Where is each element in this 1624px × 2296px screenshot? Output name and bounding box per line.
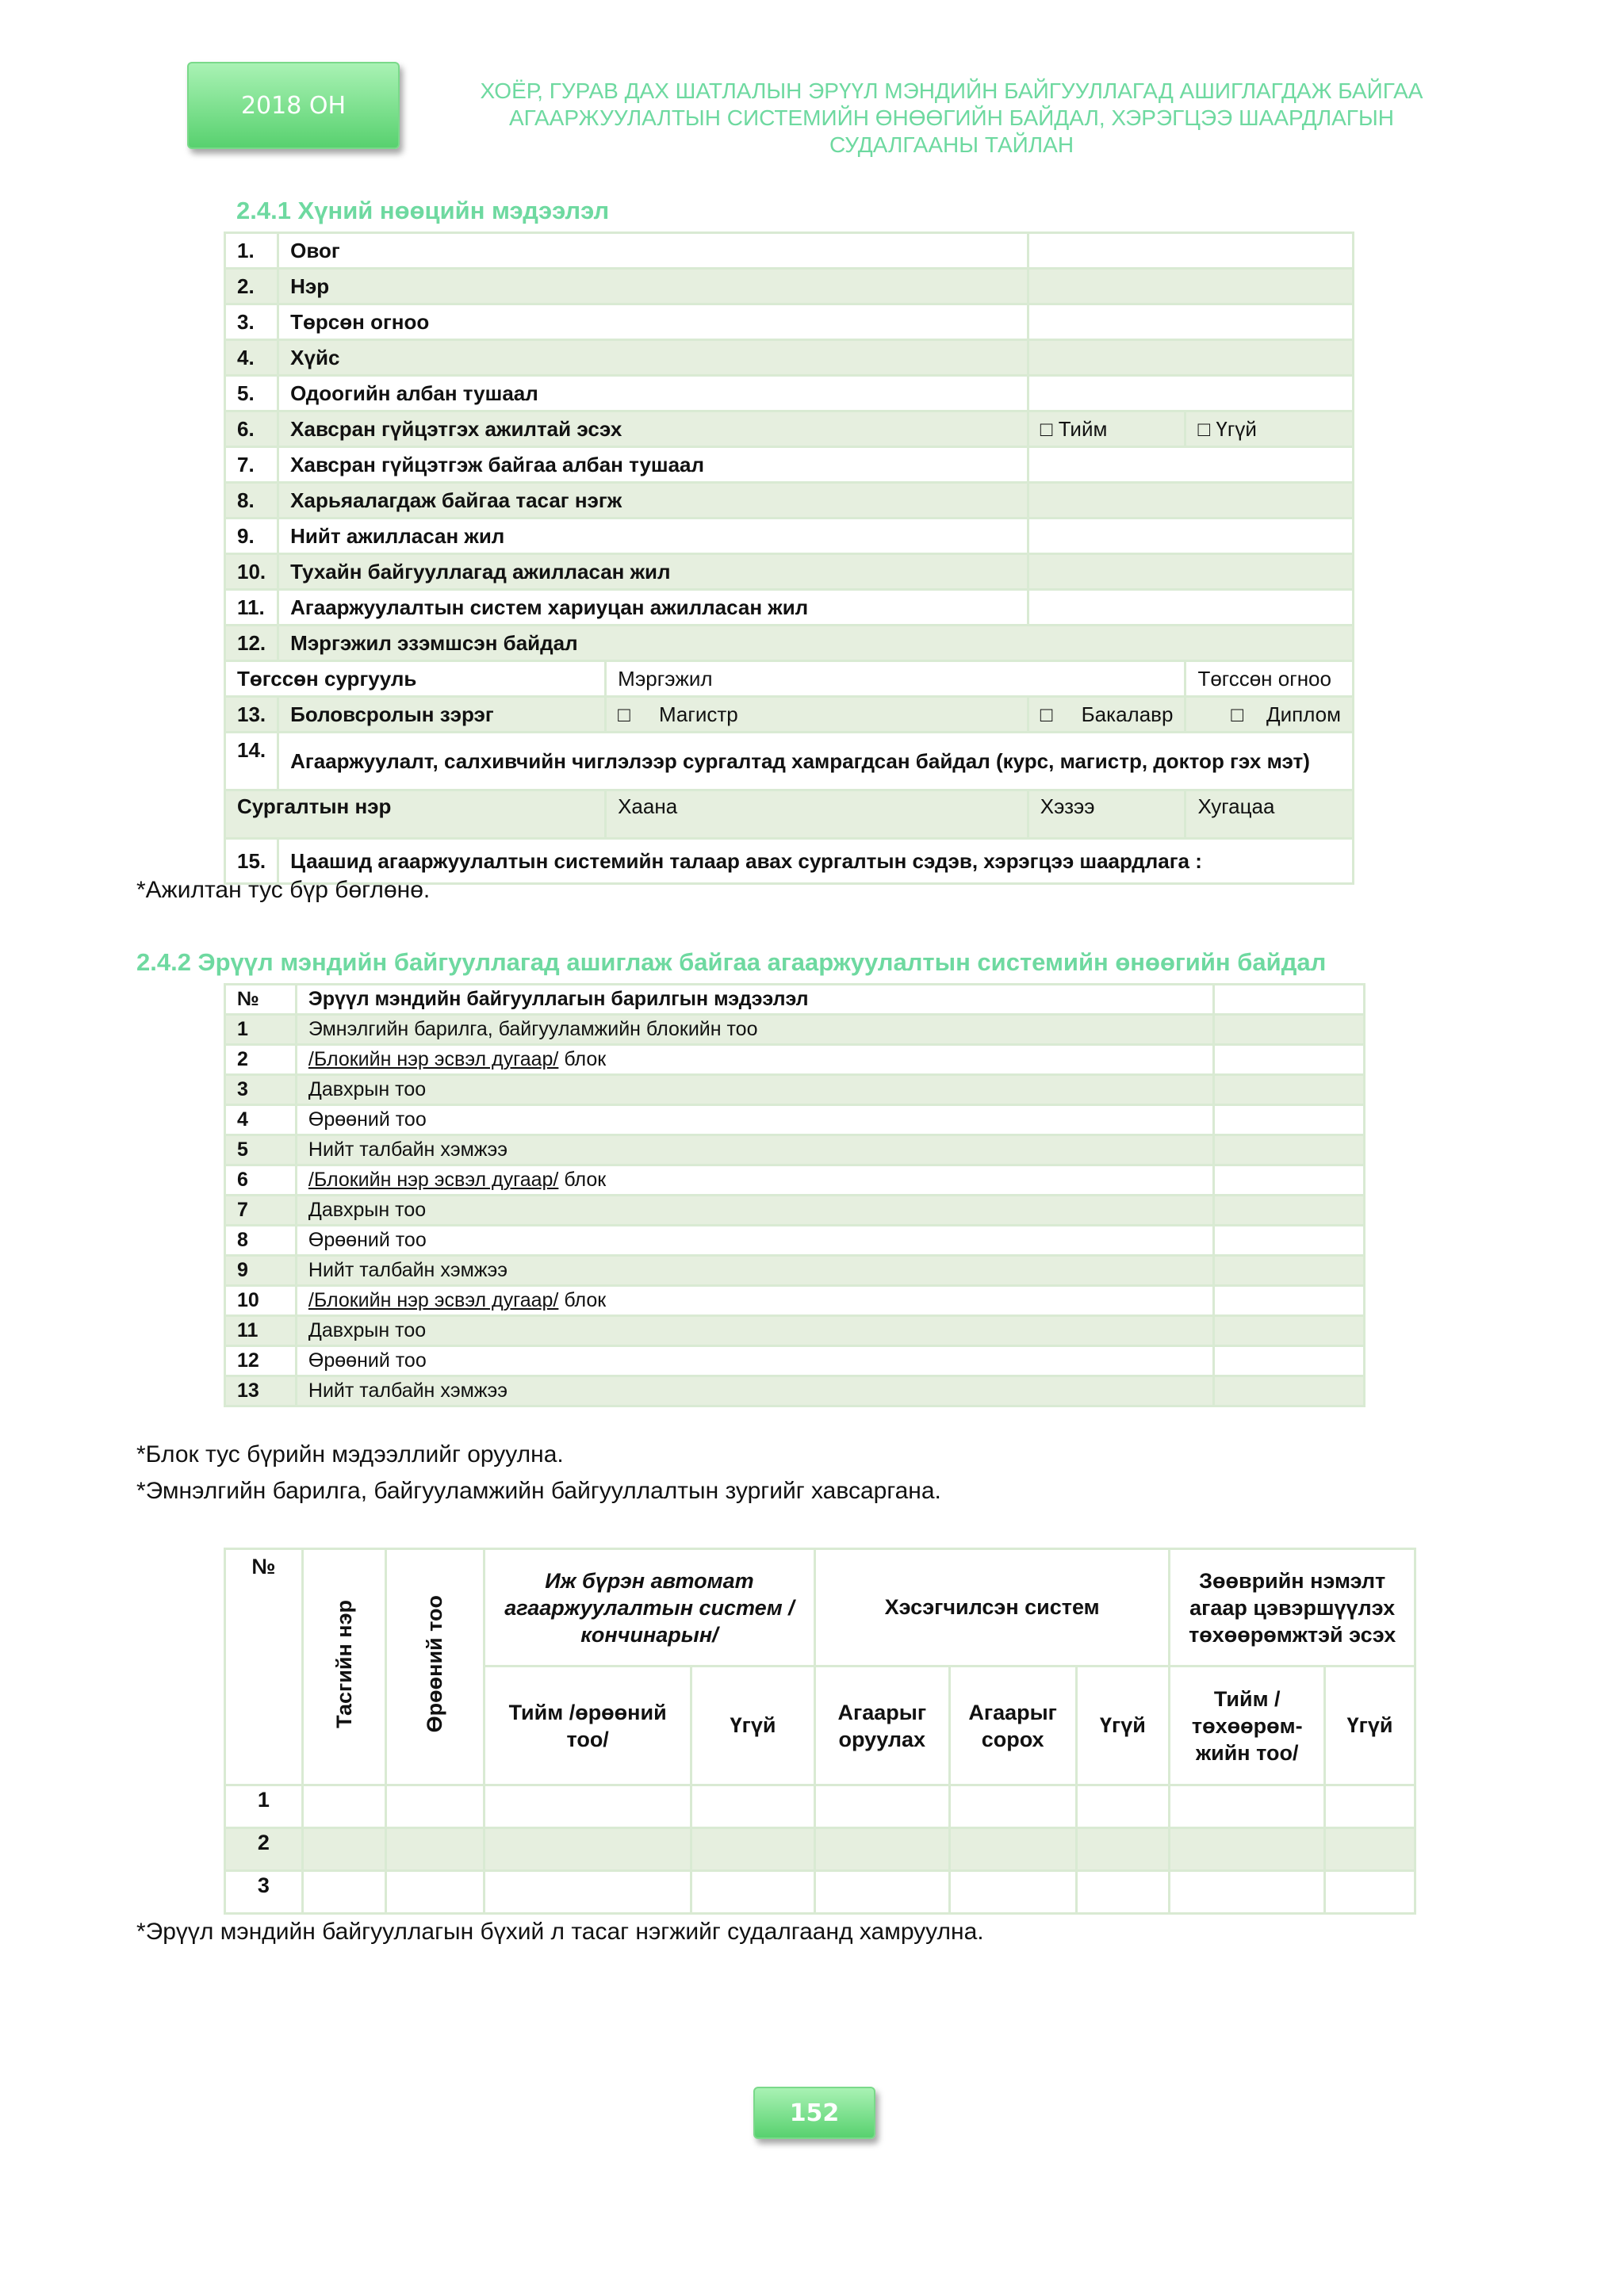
input-cell[interactable]	[691, 1871, 815, 1914]
block-suffix: блок	[558, 1169, 607, 1191]
row-label: Нэр	[278, 269, 1028, 304]
row-number: 8	[225, 1226, 297, 1256]
row-label: Давхрын тоо	[296, 1196, 1214, 1226]
report-title	[444, 78, 1459, 159]
table-row	[225, 1286, 1365, 1316]
input-cell[interactable]	[1214, 1286, 1365, 1316]
row-number: 12.	[225, 626, 278, 661]
table-row	[225, 1346, 1365, 1376]
input-cell[interactable]	[1170, 1828, 1325, 1871]
row-number: 9.	[225, 519, 278, 554]
row-number: 6.	[225, 411, 278, 447]
column-header-partial: Хэсэгчилсэн систем	[814, 1549, 1169, 1667]
training-when-label: Хэзээ	[1028, 790, 1185, 839]
input-cell[interactable]	[1214, 1256, 1365, 1286]
row-label	[296, 1045, 1214, 1075]
table-header-row	[225, 1549, 1415, 1667]
table-row	[225, 1785, 1415, 1828]
row-number: 7.	[225, 447, 278, 483]
input-cell[interactable]	[386, 1828, 485, 1871]
row-number: 3.	[225, 304, 278, 340]
input-cell[interactable]	[1214, 1075, 1365, 1105]
input-cell[interactable]	[302, 1785, 386, 1828]
table-row	[225, 1226, 1365, 1256]
column-header-portable: Зөөврийн нэмэлт агаар цэвэршүүлэх төхөөрөмжтэй эсэх	[1170, 1549, 1415, 1667]
table-row	[225, 519, 1354, 554]
table-row	[225, 1075, 1365, 1105]
table-row	[225, 1045, 1365, 1075]
input-cell[interactable]	[1028, 447, 1353, 483]
row-number: 2	[225, 1045, 297, 1075]
row-label: Нийт ажилласан жил	[278, 519, 1028, 554]
input-cell[interactable]	[691, 1828, 815, 1871]
input-cell[interactable]	[302, 1828, 386, 1871]
page-number-badge: 152	[753, 2087, 875, 2139]
input-cell[interactable]	[814, 1828, 949, 1871]
row-number: 11	[225, 1316, 297, 1346]
input-cell[interactable]	[484, 1871, 691, 1914]
subheader-supply: Агаарыг оруулах	[814, 1667, 949, 1785]
input-cell[interactable]	[1214, 1105, 1365, 1135]
column-header-number: №	[225, 1549, 303, 1785]
subheader-exhaust: Агаарыг сорох	[949, 1667, 1076, 1785]
row-number: 5	[225, 1135, 297, 1165]
row-number: 15.	[225, 839, 278, 884]
row-number: 2.	[225, 269, 278, 304]
input-cell[interactable]	[1028, 590, 1353, 626]
human-resources-table	[224, 232, 1354, 885]
row-label	[296, 1286, 1214, 1316]
table-row	[225, 1135, 1365, 1165]
input-cell[interactable]	[814, 1785, 949, 1828]
row-label: Нийт талбайн хэмжээ	[296, 1135, 1214, 1165]
input-cell[interactable]	[1214, 1015, 1365, 1045]
table-row	[225, 1165, 1365, 1196]
table-row	[225, 269, 1354, 304]
input-cell[interactable]	[1325, 1828, 1415, 1871]
profession-label: Мэргэжил	[606, 661, 1185, 697]
column-header-department	[302, 1549, 386, 1785]
row-number: 2	[225, 1828, 303, 1871]
input-cell[interactable]	[1325, 1871, 1415, 1914]
input-cell[interactable]	[949, 1828, 1076, 1871]
training-name-label: Сургалтын нэр	[225, 790, 606, 839]
table-row	[225, 1376, 1365, 1406]
table-row	[225, 340, 1354, 376]
graduated-school-label: Төгссөн сургууль	[225, 661, 606, 697]
input-cell[interactable]	[949, 1785, 1076, 1828]
section-heading-2-4-2: 2.4.2 Эрүүл мэндийн байгууллагад ашиглаж байгаа агааржуулалтын системийн өнөөгийн байдал	[136, 948, 1327, 976]
input-cell[interactable]	[1028, 269, 1353, 304]
note-text: *Эмнэлгийн барилга, байгууламжийн байгууллалтын зургийг хавсаргана.	[136, 1478, 941, 1504]
block-suffix: блок	[558, 1289, 607, 1311]
input-cell[interactable]	[1028, 519, 1353, 554]
note-text: *Блок тус бүрийн мэдээллийг оруулна.	[136, 1441, 564, 1468]
table-row	[225, 661, 1354, 697]
block-name-placeholder: /Блокийн нэр эсвэл дугаар/	[308, 1048, 559, 1070]
input-cell[interactable]	[1170, 1871, 1325, 1914]
department-header-text: Тасгийн нэр	[331, 1600, 356, 1728]
row-label: Өрөөний тоо	[296, 1105, 1214, 1135]
input-cell[interactable]	[1028, 340, 1353, 376]
input-cell[interactable]	[1214, 985, 1365, 1015]
input-cell[interactable]	[1214, 1316, 1365, 1346]
input-cell[interactable]	[1214, 1226, 1365, 1256]
row-label: Өрөөний тоо	[296, 1346, 1214, 1376]
input-cell[interactable]	[1214, 1196, 1365, 1226]
block-suffix: блок	[558, 1048, 607, 1070]
report-title-line-2: АГААРЖУУЛАЛТЫН СИСТЕМИЙН ӨНӨӨГИЙН БАЙДАЛ, ХЭРЭГЦЭЭ ШААРДЛАГЫН	[509, 105, 1394, 130]
row-number: 3	[225, 1871, 303, 1914]
training-duration-label: Хугацаа	[1185, 790, 1354, 839]
checkbox-icon[interactable]: □	[1231, 702, 1244, 726]
row-label: Харьяалагдаж байгаа тасаг нэгж	[278, 483, 1028, 519]
checkbox-label: Бакалавр	[1081, 702, 1174, 726]
table-row	[225, 1871, 1415, 1914]
note-text: *Эрүүл мэндийн байгууллагын бүхий л тасаг нэгжийг судалгаанд хамруулна.	[136, 1919, 984, 1945]
row-label: Нийт талбайн хэмжээ	[296, 1256, 1214, 1286]
row-number: 4	[225, 1105, 297, 1135]
report-title-line-1: ХОЁР, ГУРАВ ДАХ ШАТЛАЛЫН ЭРҮҮЛ МЭНДИЙН БАЙГУУЛЛАГАД АШИГЛАГДАЖ БАЙГАА	[480, 78, 1423, 103]
input-cell[interactable]	[386, 1785, 485, 1828]
row-number: 12	[225, 1346, 297, 1376]
input-cell[interactable]	[1076, 1828, 1170, 1871]
checkbox-no[interactable]: □ Үгүй	[1185, 411, 1354, 447]
row-label: Хавсран гүйцэтгэх ажилтай эсэх	[278, 411, 1028, 447]
ventilation-system-table	[224, 1548, 1416, 1915]
table-row	[225, 411, 1354, 447]
row-label: Агааржуулалт, салхивчийн чиглэлээр сургалтад хамрагдсан байдал (курс, магистр, доктор гэх мэт)	[278, 733, 1354, 790]
input-cell[interactable]	[1214, 1135, 1365, 1165]
note-text: *Ажилтан тус бүр бөглөнө.	[136, 877, 431, 903]
table-row	[225, 1316, 1365, 1346]
table-row	[225, 1196, 1365, 1226]
row-label: Өрөөний тоо	[296, 1226, 1214, 1256]
input-cell[interactable]	[1028, 304, 1353, 340]
table-row	[225, 376, 1354, 411]
checkbox-icon[interactable]: □	[618, 702, 630, 726]
input-cell[interactable]	[386, 1871, 485, 1914]
input-cell[interactable]	[814, 1871, 949, 1914]
section-heading-2-4-1: 2.4.1 Хүний нөөцийн мэдээлэл	[236, 197, 610, 224]
subheader-no: Үгүй	[691, 1667, 815, 1785]
input-cell[interactable]	[949, 1871, 1076, 1914]
row-number: 14.	[225, 733, 278, 790]
row-number: 3	[225, 1075, 297, 1105]
checkbox-label: Магистр	[658, 702, 738, 726]
row-number: 10.	[225, 554, 278, 590]
checkbox-bachelor[interactable]	[1028, 697, 1185, 733]
table-row	[225, 447, 1354, 483]
input-cell[interactable]	[1170, 1785, 1325, 1828]
table-row	[225, 554, 1354, 590]
input-cell[interactable]	[484, 1785, 691, 1828]
building-info-table	[224, 983, 1365, 1407]
row-number: 1	[225, 1785, 303, 1828]
subheader-no: Үгүй	[1325, 1667, 1415, 1785]
row-number: 13.	[225, 697, 278, 733]
input-cell[interactable]	[1214, 1346, 1365, 1376]
row-label: Төрсөн огноо	[278, 304, 1028, 340]
row-number: 4.	[225, 340, 278, 376]
subheader-no: Үгүй	[1076, 1667, 1170, 1785]
checkbox-icon[interactable]: □	[1040, 702, 1053, 726]
row-label: Овог	[278, 233, 1028, 269]
row-number: 5.	[225, 376, 278, 411]
rooms-header-text: Өрөөний тоо	[423, 1595, 447, 1733]
block-name-placeholder: /Блокийн нэр эсвэл дугаар/	[308, 1289, 559, 1311]
input-cell[interactable]	[1028, 233, 1353, 269]
report-title-line-3: СУДАЛГААНЫ ТАЙЛАН	[829, 132, 1074, 157]
input-cell[interactable]	[484, 1828, 691, 1871]
row-label: Давхрын тоо	[296, 1075, 1214, 1105]
column-header-rooms	[386, 1549, 485, 1785]
row-number: 9	[225, 1256, 297, 1286]
input-cell[interactable]	[302, 1871, 386, 1914]
row-label: Агааржуулалтын систем хариуцан ажилласан жил	[278, 590, 1028, 626]
input-cell[interactable]	[1028, 554, 1353, 590]
table-header-row	[225, 985, 1365, 1015]
input-cell[interactable]	[1028, 376, 1353, 411]
table-row	[225, 790, 1354, 839]
row-label: Боловсролын зэрэг	[278, 697, 606, 733]
row-label: Тухайн байгууллагад ажилласан жил	[278, 554, 1028, 590]
row-number: 10	[225, 1286, 297, 1316]
row-label: Хүйс	[278, 340, 1028, 376]
row-number: 13	[225, 1376, 297, 1406]
table-row	[225, 1015, 1365, 1045]
input-cell[interactable]	[1076, 1871, 1170, 1914]
row-label: Хавсран гүйцэтгэж байгаа албан тушаал	[278, 447, 1028, 483]
row-label: Давхрын тоо	[296, 1316, 1214, 1346]
input-cell[interactable]	[1214, 1376, 1365, 1406]
checkbox-masters[interactable]	[606, 697, 1028, 733]
input-cell[interactable]	[691, 1785, 815, 1828]
year-badge: 2018 ОН	[187, 62, 400, 149]
row-number: 1.	[225, 233, 278, 269]
input-cell[interactable]	[1214, 1165, 1365, 1196]
column-header-full-auto: Иж бүрэн автомат агааржуулалтын систем /кончинарын/	[484, 1549, 814, 1667]
row-label	[296, 1165, 1214, 1196]
table-row	[225, 1256, 1365, 1286]
subheader-yes-rooms: Тийм /өрөөний тоо/	[484, 1667, 691, 1785]
checkbox-label: Диплом	[1266, 702, 1341, 726]
column-header-label: Эрүүл мэндийн байгууллагын барилгын мэдээлэл	[296, 985, 1214, 1015]
input-cell[interactable]	[1076, 1785, 1170, 1828]
column-header-number: №	[225, 985, 297, 1015]
row-number: 6	[225, 1165, 297, 1196]
input-cell[interactable]	[1028, 483, 1353, 519]
block-name-placeholder: /Блокийн нэр эсвэл дугаар/	[308, 1169, 559, 1191]
row-number: 7	[225, 1196, 297, 1226]
table-row	[225, 626, 1354, 661]
row-number: 1	[225, 1015, 297, 1045]
table-row	[225, 733, 1354, 790]
row-number: 11.	[225, 590, 278, 626]
row-label: Одоогийн албан тушаал	[278, 376, 1028, 411]
table-row	[225, 697, 1354, 733]
input-cell[interactable]	[1214, 1045, 1365, 1075]
table-row	[225, 1828, 1415, 1871]
row-label: Эмнэлгийн барилга, байгууламжийн блокийн тоо	[296, 1015, 1214, 1045]
table-row	[225, 1105, 1365, 1135]
table-row	[225, 304, 1354, 340]
row-label: Цаашид агааржуулалтын системийн талаар авах сургалтын сэдэв, хэрэгцээ шаардлага :	[278, 839, 1354, 884]
checkbox-diploma[interactable]	[1185, 697, 1354, 733]
table-row	[225, 483, 1354, 519]
row-number: 8.	[225, 483, 278, 519]
graduation-date-label: Төгссөн огноо	[1185, 661, 1354, 697]
row-label: Мэргэжил эзэмшсэн байдал	[278, 626, 1354, 661]
training-where-label: Хаана	[606, 790, 1028, 839]
checkbox-yes[interactable]: □ Тийм	[1028, 411, 1185, 447]
row-label: Нийт талбайн хэмжээ	[296, 1376, 1214, 1406]
input-cell[interactable]	[1325, 1785, 1415, 1828]
subheader-yes-devices: Тийм /төхөөрөм-жийн тоо/	[1170, 1667, 1325, 1785]
table-row	[225, 590, 1354, 626]
table-row	[225, 233, 1354, 269]
